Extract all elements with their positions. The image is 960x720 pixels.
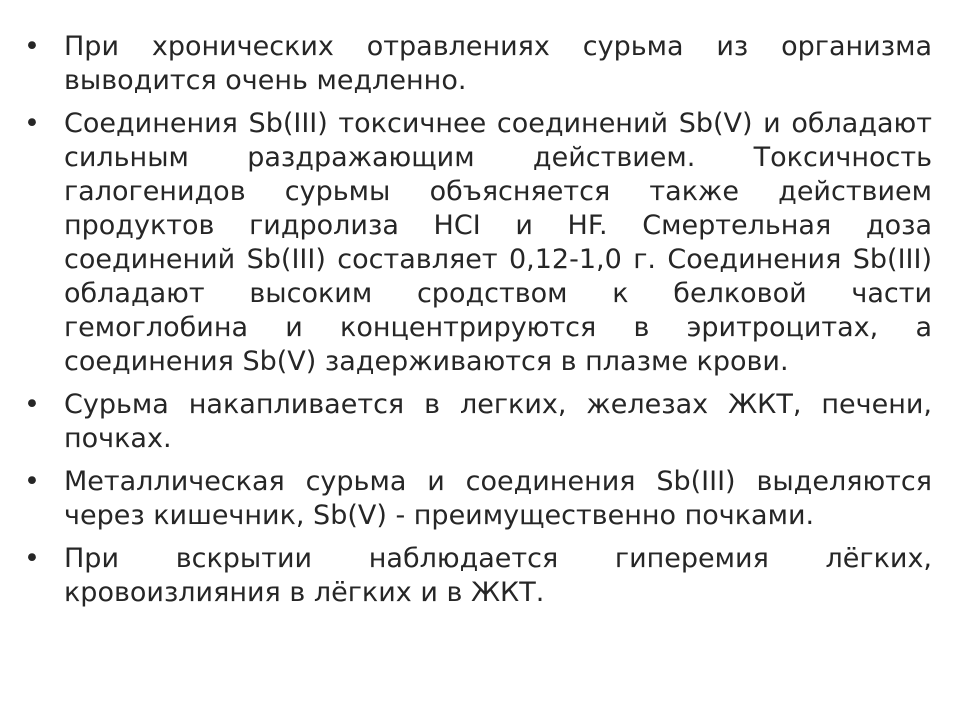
bullet-item-2 bbox=[20, 107, 932, 379]
bullet-icon: • bbox=[24, 389, 40, 420]
bullet-item-4 bbox=[20, 465, 932, 533]
bullet-text: Сурьма накапливается в легких, железах ЖКТ, печени, почках. bbox=[64, 389, 932, 454]
bullet-item-5 bbox=[20, 542, 932, 610]
bullet-icon: • bbox=[24, 466, 40, 497]
bullet-text: Соединения Sb(III) токсичнее соединений Sb(V) и обладают сильным раздражающим действием. Токсичность галогенидов сурьмы объясняется также действием продуктов гидролиза HCI и HF. Смертельная доза соединений Sb(III) составляет 0,12-1,0 г. Соединения Sb(III) обладают высоким сродством к белковой части гемоглобина и концентрируются в эритроцитах, а соединения Sb(V) задерживаются в плазме крови. bbox=[64, 108, 932, 377]
bullet-item-3 bbox=[20, 388, 932, 456]
bullet-item-1 bbox=[20, 30, 932, 98]
bullet-text: При вскрытии наблюдается гиперемия лёгких, кровоизлияния в лёгких и в ЖКТ. bbox=[64, 543, 932, 608]
bullet-icon: • bbox=[24, 31, 40, 62]
bullet-icon: • bbox=[24, 543, 40, 574]
bullet-list bbox=[20, 30, 932, 619]
bullet-text: Металлическая сурьма и соединения Sb(III) выделяются через кишечник, Sb(V) - преимущественно почками. bbox=[64, 466, 932, 531]
bullet-text: При хронических отравлениях сурьма из организма выводится очень медленно. bbox=[64, 31, 932, 96]
bullet-icon: • bbox=[24, 108, 40, 139]
